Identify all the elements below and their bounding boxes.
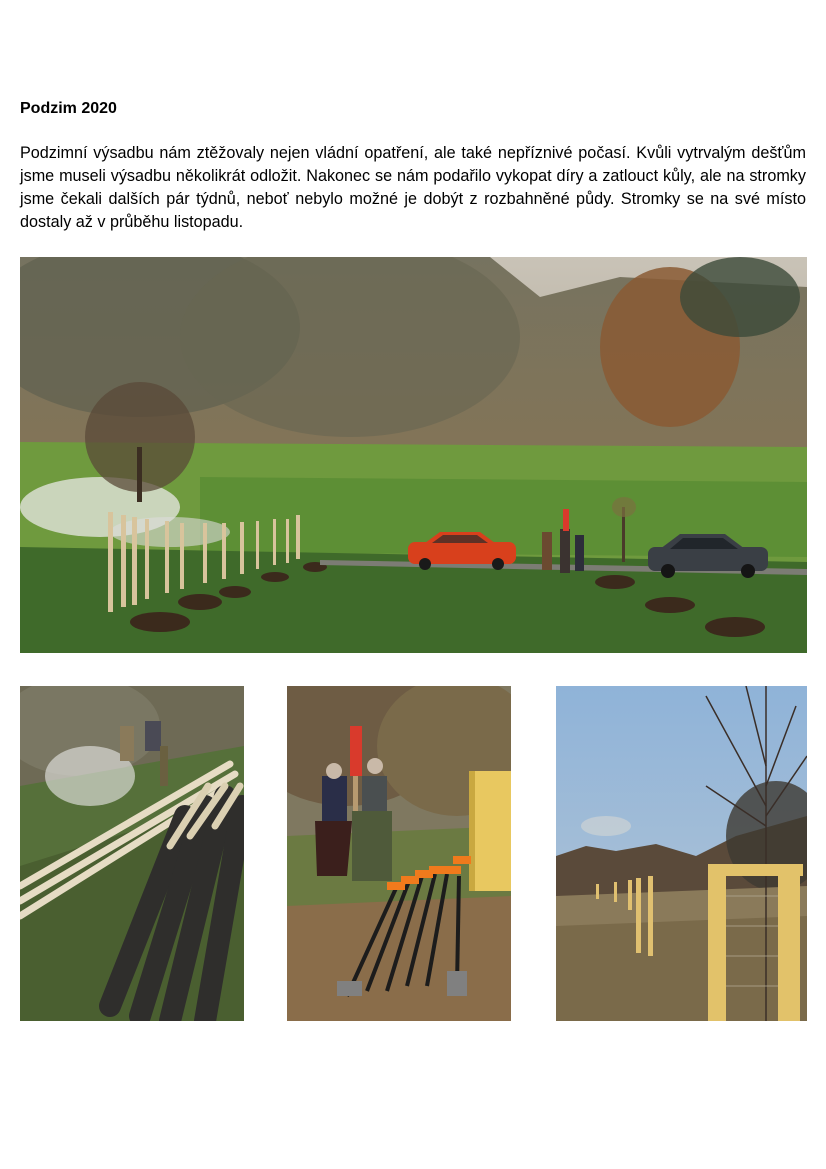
photo-field-planting bbox=[20, 257, 807, 653]
photo-stacked-posts bbox=[20, 686, 244, 1021]
body-paragraph: Podzimní výsadbu nám ztěžovaly nejen vládní opatření, ale také nepříznivé počasí. Kvůli vytrvalým dešťům jsme museli výsadbu několikrát odložit. Nakonec se nám podařilo vykopat díry a zatlouct kůly, ale na stromky jsme čekali dalších pár týdnů, neboť nebylo možné je dobýt z rozbahněné půdy. Stromky se na své místo dostaly až v průběhu listopadu. bbox=[20, 144, 806, 231]
section-heading: Podzim 2020 bbox=[20, 100, 117, 117]
photo-planted-trees bbox=[556, 686, 807, 1021]
photo-team-with-shovels bbox=[287, 686, 511, 1021]
